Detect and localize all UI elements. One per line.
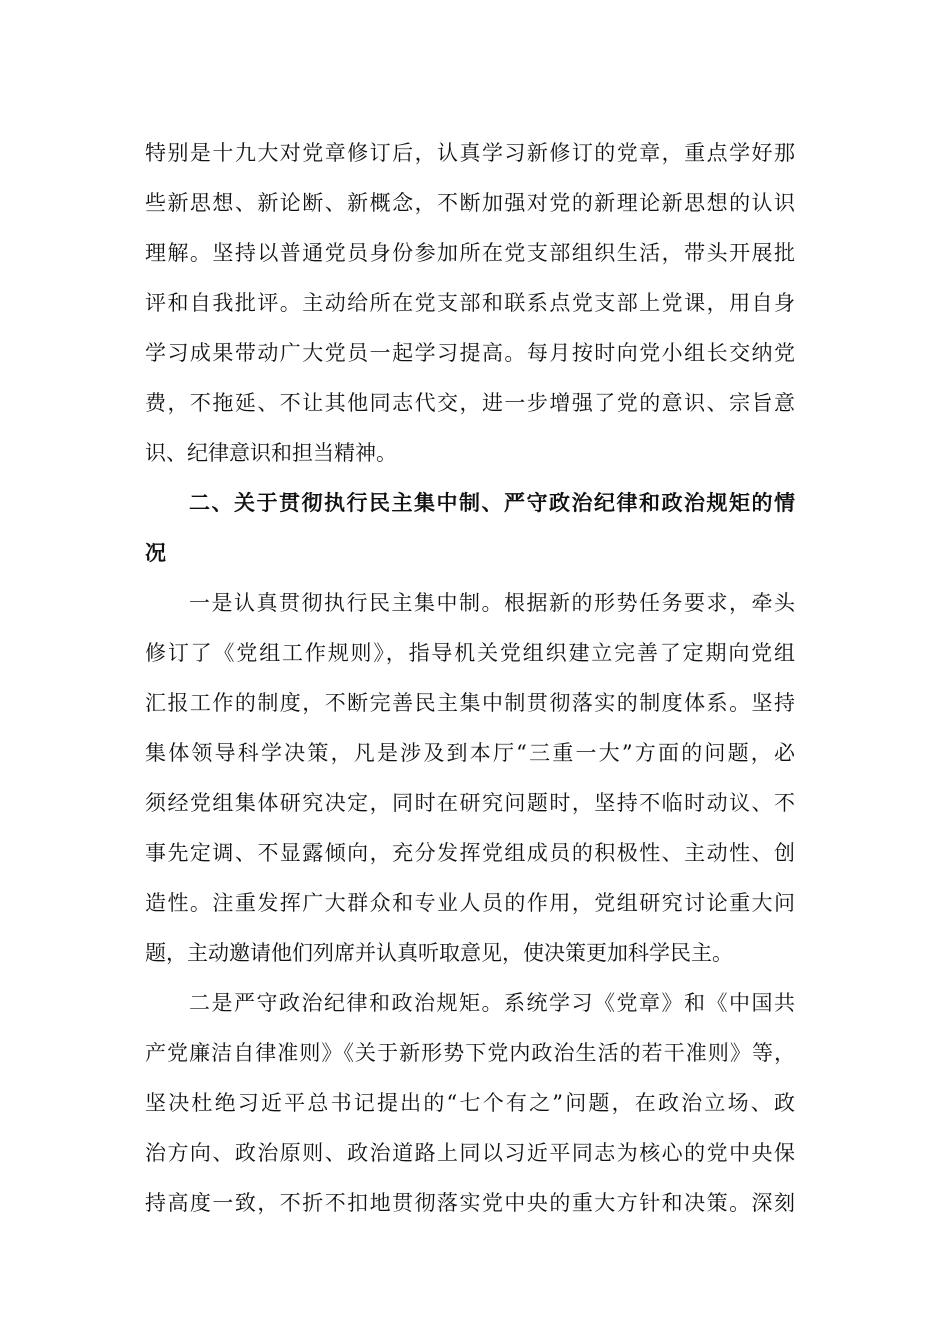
text-line: 费，不拖延、不让其他同志代交，进一步增强了党的意识、宗旨意 <box>145 391 795 415</box>
text-line: 特别是十九大对党章修订后，认真学习新修订的党章，重点学好那 <box>145 141 795 165</box>
text-line: 坚决杜绝习近平总书记提出的“七个有之”问题，在政治立场、政 <box>145 1091 795 1115</box>
text-line: 识、纪律意识和担当精神。 <box>145 441 397 465</box>
paragraph-continuation <box>145 128 795 478</box>
document-body <box>145 128 795 1228</box>
text-line: 题，主动邀请他们列席并认真听取意见，使决策更加科学民主。 <box>145 941 733 965</box>
text-line: 评和自我批评。主动给所在党支部和联系点党支部上党课，用自身 <box>145 291 795 315</box>
text-line: 二是严守政治纪律和政治规矩。系统学习《党章》和《中国共 <box>189 991 795 1015</box>
heading-line: 况 <box>145 540 166 565</box>
paragraph-democratic-centralism <box>145 578 795 978</box>
section-heading <box>145 478 795 578</box>
text-line: 造性。注重发挥广大群众和专业人员的作用，党组研究讨论重大问 <box>145 891 795 915</box>
text-line: 集体领导科学决策，凡是涉及到本厅“三重一大”方面的问题，必 <box>145 741 795 765</box>
text-line: 学习成果带动广大党员一起学习提高。每月按时向党小组长交纳党 <box>145 341 795 365</box>
text-line: 修订了《党组工作规则》，指导机关党组织建立完善了定期向党组 <box>145 641 795 665</box>
text-line: 一是认真贯彻执行民主集中制。根据新的形势任务要求，牵头 <box>189 591 795 615</box>
text-line: 持高度一致，不折不扣地贯彻落实党中央的重大方针和决策。深刻 <box>145 1191 795 1215</box>
text-line: 事先定调、不显露倾向，充分发挥党组成员的积极性、主动性、创 <box>145 841 795 865</box>
heading-line: 二、关于贯彻执行民主集中制、严守政治纪律和政治规矩的情 <box>189 490 795 515</box>
text-line: 汇报工作的制度，不断完善民主集中制贯彻落实的制度体系。坚持 <box>145 691 795 715</box>
text-line: 产党廉洁自律准则》《关于新形势下党内政治生活的若干准则》等， <box>145 1041 795 1065</box>
text-line: 理解。坚持以普通党员身份参加所在党支部组织生活，带头开展批 <box>145 241 795 265</box>
text-line: 治方向、政治原则、政治道路上同以习近平同志为核心的党中央保 <box>145 1141 795 1165</box>
text-line: 些新思想、新论断、新概念，不断加强对党的新理论新思想的认识 <box>145 191 795 215</box>
paragraph-political-discipline <box>145 978 795 1228</box>
text-line: 须经党组集体研究决定，同时在研究问题时，坚持不临时动议、不 <box>145 791 795 815</box>
